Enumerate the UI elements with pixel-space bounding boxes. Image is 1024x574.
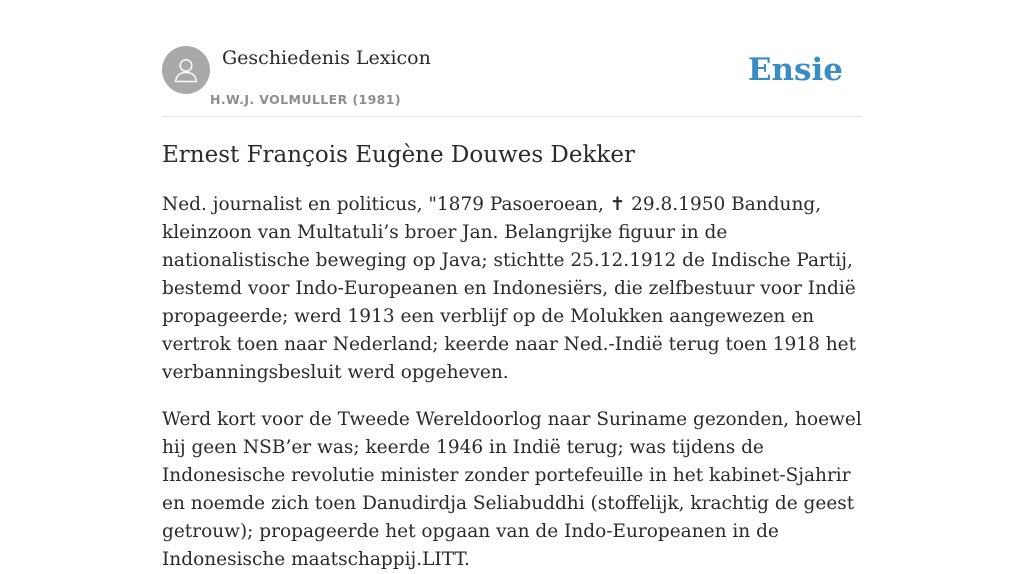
article (162, 138, 862, 574)
header (162, 46, 862, 117)
paragraph: Werd kort voor de Tweede Wereldoorlog naar Suriname gezonden, hoewel hij geen NSB’er was; keerde 1946 in Indië terug; was tijdens de Indonesische revolutie minister zonder portefeuille in het kabinet-Sjahrir en noemde zich toen Danudirdja Seliabuddhi (stoffelijk, krachtig de geest getrouw); propageerde het opgaan van de Indo-Europeanen in de Indonesische maatschappij.LITT. (162, 409, 862, 570)
entry-title: Ernest François Eugène Douwes Dekker (162, 142, 635, 168)
user-icon (171, 55, 201, 85)
author-name[interactable]: H.W.J. VOLMULLER (1981) (210, 92, 401, 107)
paragraph: Ned. journalist en politicus, "1879 Pasoeroean, ✝ 29.8.1950 Bandung, kleinzoon van Multatuli’s broer Jan. Belangrijke figuur in de nationalistische beweging op Java; stichtte 25.12.1912 de Indische Partij, bestemd voor Indo-Europeanen en Indonesiërs, die zelfbestuur voor Indië propageerde; werd 1913 een verblijf op de Molukken aangewezen en vertrok toen naar Nederland; keerde naar Ned.-Indië terug toen 1918 het verbanningsbesluit werd opgeheven. (162, 194, 857, 383)
brand-logo[interactable]: Ensie (747, 52, 843, 88)
source-title[interactable]: Geschiedenis Lexicon (222, 47, 431, 69)
avatar[interactable] (162, 46, 210, 94)
